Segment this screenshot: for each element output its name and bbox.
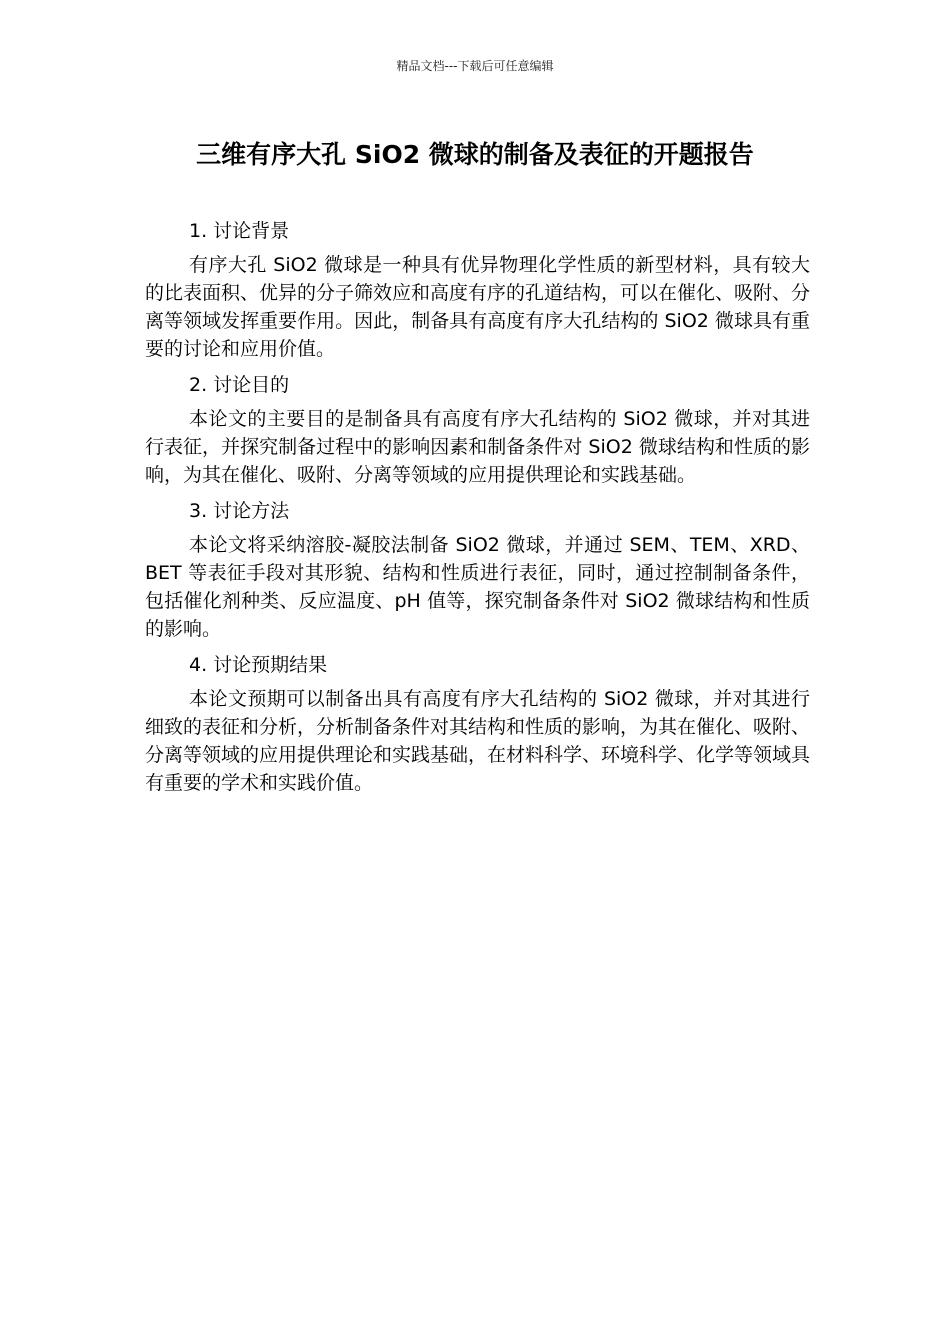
- section-heading: 4. 讨论预期结果: [189, 654, 328, 676]
- section-paragraph: 有序大孔 SiO2 微球是一种具有优异物理化学性质的新型材料，具有较大的比表面积、优异的分子筛效应和高度有序的孔道结构，可以在催化、吸附、分离等领域发挥重要作用。因此，制备具有高度有序大孔结构的 SiO2 微球具有重要的讨论和应用价值。: [145, 254, 811, 360]
- section-heading: 2. 讨论目的: [189, 374, 290, 396]
- section-method: [145, 497, 810, 643]
- section-heading: 3. 讨论方法: [189, 500, 290, 522]
- document-title: 三维有序大孔 SiO2 微球的制备及表征的开题报告: [196, 140, 754, 169]
- section-expected-results: [145, 651, 810, 797]
- section-paragraph: 本论文预期可以制备出具有高度有序大孔结构的 SiO2 微球，并对其进行细致的表征和分析，分析制备条件对其结构和性质的影响，为其在催化、吸附、分离等领域的应用提供理论和实践基础，在材料科学、环境科学、化学等领域具有重要的学术和实践价值。: [145, 688, 811, 794]
- section-paragraph: 本论文将采纳溶胶-凝胶法制备 SiO2 微球，并通过 SEM、TEM、XRD、BET 等表征手段对其形貌、结构和性质进行表征，同时，通过控制制备条件，包括催化剂种类、反应温度、pH 值等，探究制备条件对 SiO2 微球结构和性质的影响。: [145, 534, 810, 640]
- section-background: [145, 217, 810, 363]
- section-purpose: [145, 371, 810, 489]
- section-heading: 1. 讨论背景: [189, 220, 290, 242]
- document-body: [145, 217, 810, 805]
- section-paragraph: 本论文的主要目的是制备具有高度有序大孔结构的 SiO2 微球，并对其进行表征，并探究制备过程中的影响因素和制备条件对 SiO2 微球结构和性质的影响，为其在催化、吸附、分离等领域的应用提供理论和实践基础。: [145, 408, 810, 486]
- page-header-watermark: 精品文档---下载后可任意编辑: [396, 59, 554, 73]
